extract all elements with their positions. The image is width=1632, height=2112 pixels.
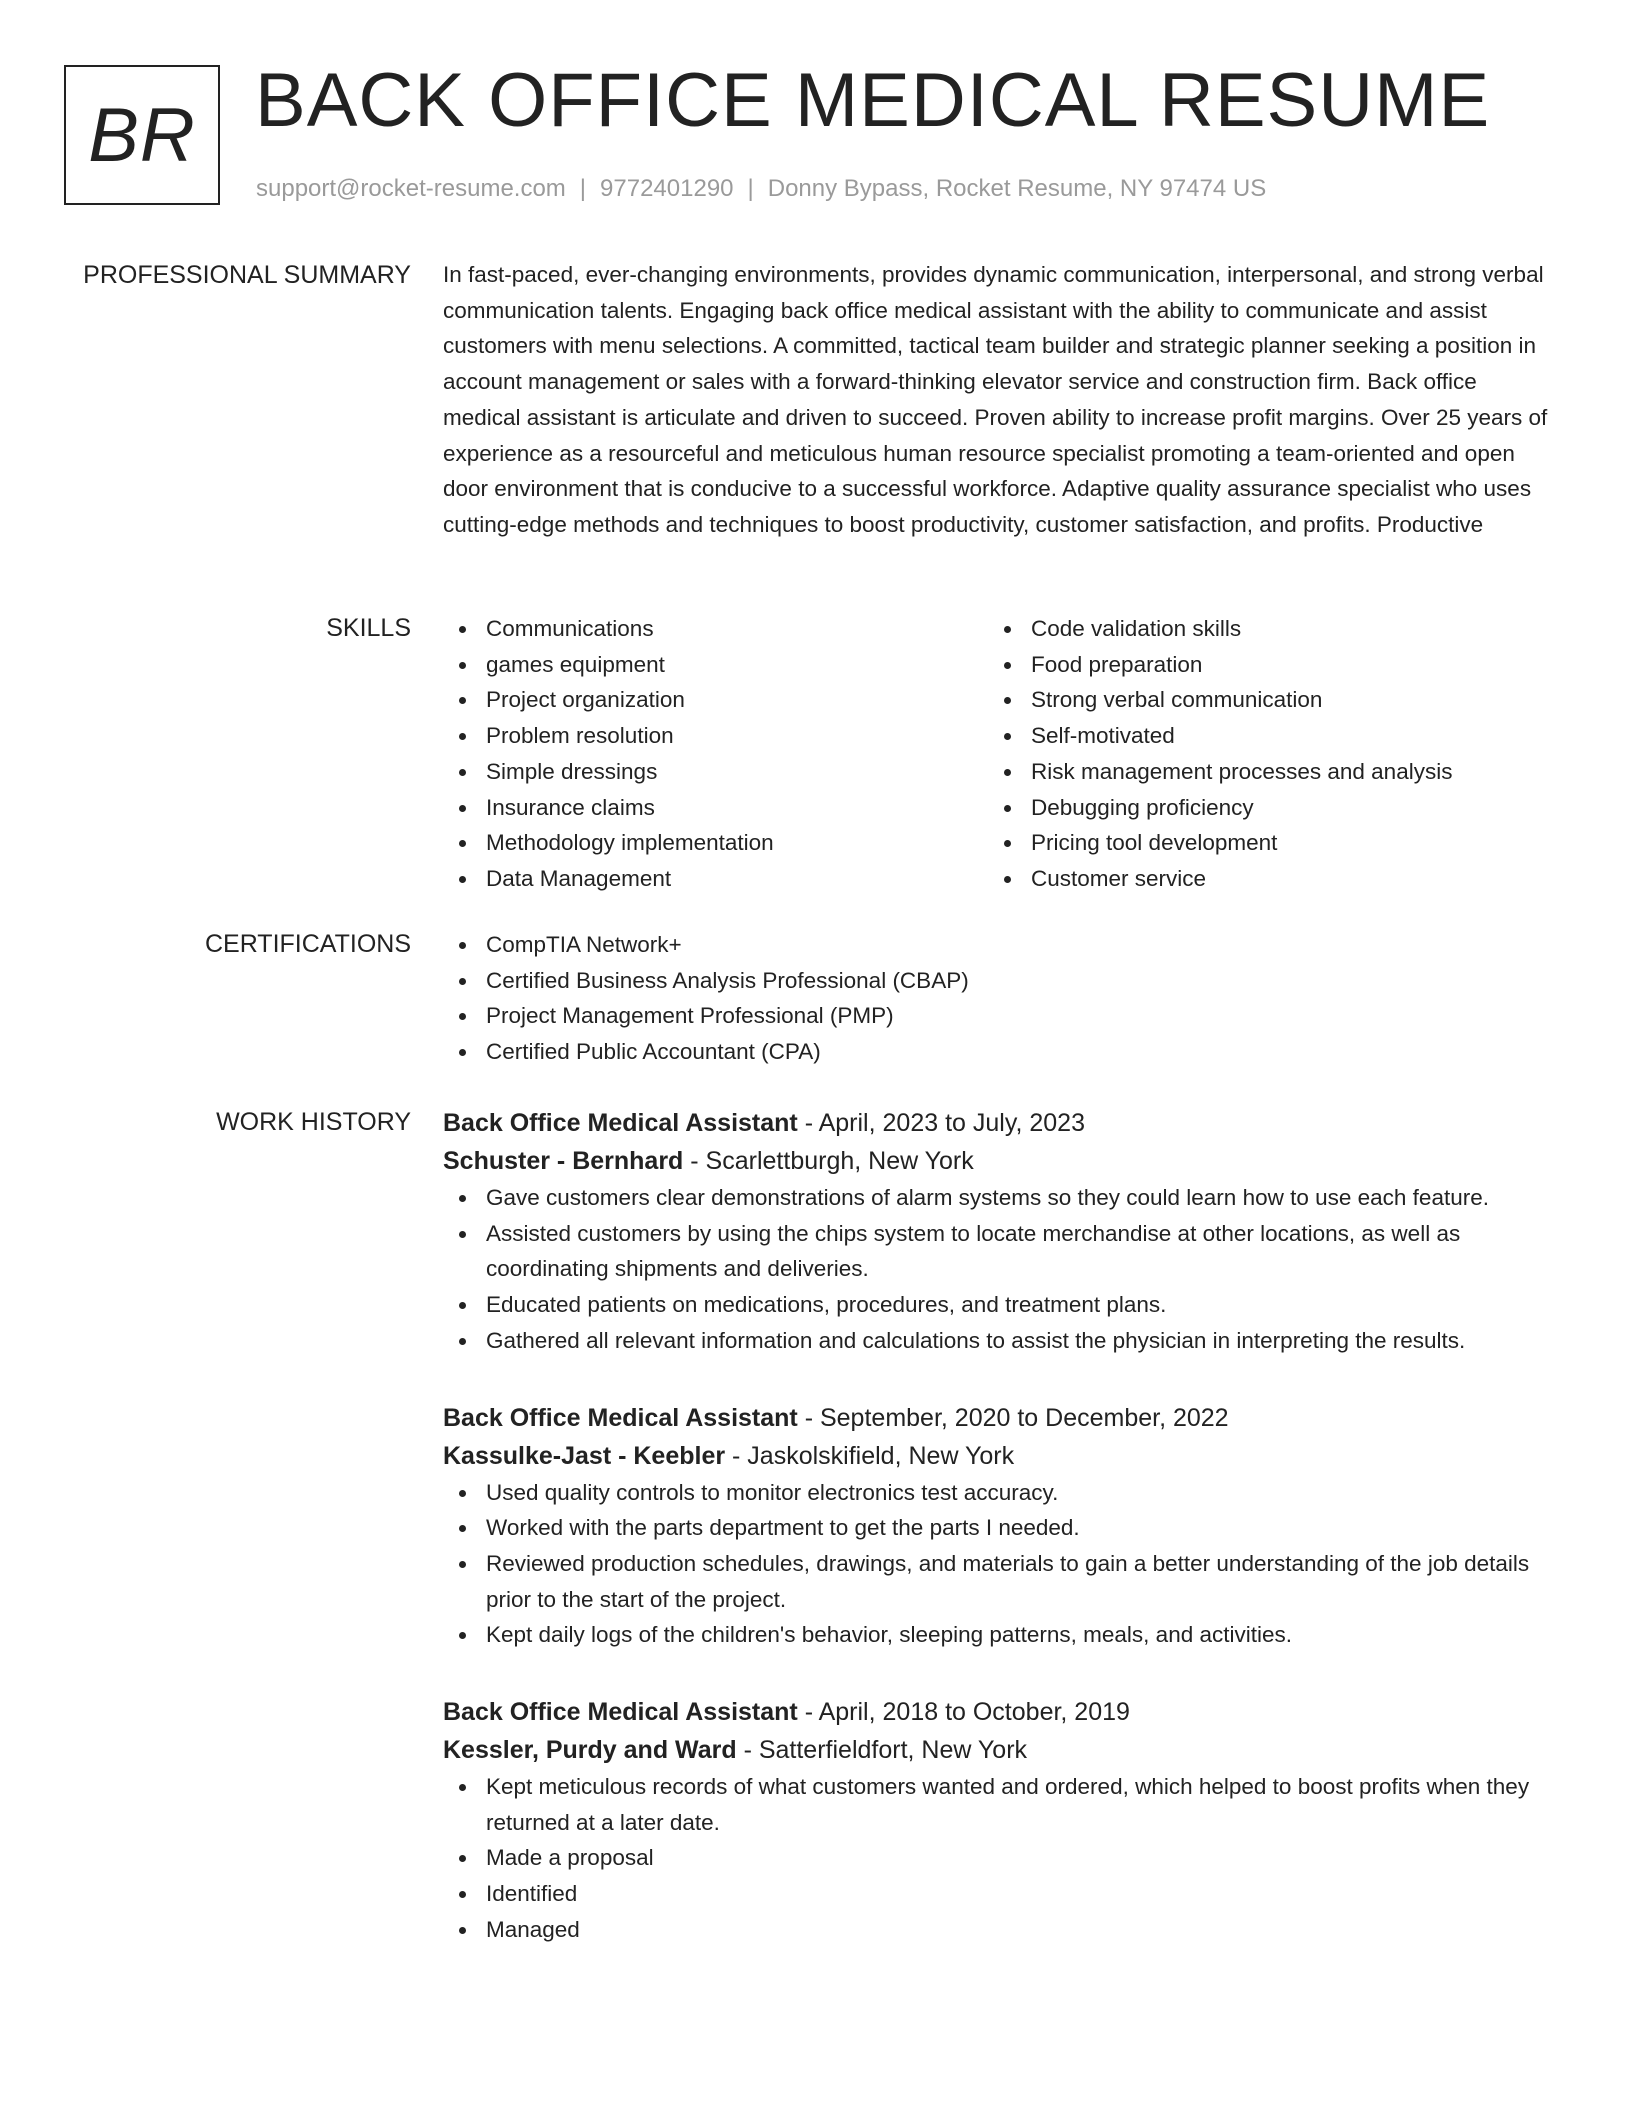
skills-heading: SKILLS [326, 614, 411, 642]
job-location: - Jaskolskifield, New York [725, 1441, 1015, 1470]
skills-columns [443, 611, 1553, 897]
contact-separator: | [579, 175, 587, 202]
skill-item: games equipment [443, 647, 988, 683]
skill-item: Risk management processes and analysis [988, 754, 1533, 790]
work-history-body [443, 1104, 1553, 1948]
job-bullet: Made a proposal [443, 1840, 1553, 1876]
job-entry [443, 1693, 1553, 1948]
summary-heading: PROFESSIONAL SUMMARY [83, 261, 411, 289]
job-title: Back Office Medical Assistant [443, 1109, 798, 1137]
work-history-heading: WORK HISTORY [216, 1108, 411, 1136]
summary-text: In fast-paced, ever-changing environments, provides dynamic communication, interpersonal, and strong verbal communication talents. Engaging back office medical assistant with the ability to communicate and assist customers with menu selections. A committed, tactical team builder and strategic planner seeking a position in account management or sales with a forward-thinking elevator service and construction firm. Back office medical assistant is articulate and driven to succeed. Proven ability to increase profit margins. Over 25 years of experience as a resourceful and meticulous human resource specialist promoting a team-oriented and open door environment that is conducive to a successful workforce. Adaptive quality assurance specialist who uses cutting-edge methods and techniques to boost productivity, customer satisfaction, and profits. Productive [443, 262, 1548, 537]
skill-item: Code validation skills [988, 611, 1533, 647]
job-company-line [443, 1142, 1553, 1180]
job-entry [443, 1104, 1553, 1359]
job-location: - Satterfieldfort, New York [736, 1736, 1028, 1765]
skill-item: Project organization [443, 682, 988, 718]
job-bullet: Gave customers clear demonstrations of alarm systems so they could learn how to use each feature. [443, 1180, 1553, 1216]
skills-right-list [988, 611, 1533, 897]
job-bullet-list [443, 1180, 1553, 1359]
contact-address: Donny Bypass, Rocket Resume, NY 97474 US [767, 175, 1267, 202]
skill-item: Pricing tool development [988, 825, 1533, 861]
skill-item: Problem resolution [443, 718, 988, 754]
contact-email[interactable]: support@rocket-resume.com [256, 175, 566, 202]
job-bullet-list [443, 1475, 1553, 1654]
skill-item: Customer service [988, 861, 1533, 897]
job-company-line [443, 1731, 1553, 1769]
job-title-line [443, 1399, 1553, 1437]
contact-line [256, 172, 1266, 206]
certification-item: CompTIA Network+ [443, 927, 1553, 963]
job-title-line [443, 1693, 1553, 1731]
job-bullet: Identified [443, 1876, 1553, 1912]
job-bullet: Reviewed production schedules, drawings, and materials to gain a better understanding of the job details prior to the start of the project. [443, 1546, 1553, 1617]
skill-item: Methodology implementation [443, 825, 988, 861]
certification-item: Certified Business Analysis Professional (CBAP) [443, 963, 1553, 999]
skill-item: Debugging proficiency [988, 790, 1533, 826]
job-dates: - April, 2018 to October, 2019 [797, 1698, 1130, 1727]
job-bullet: Kept meticulous records of what customers wanted and ordered, which helped to boost profits when they returned at a later date. [443, 1769, 1553, 1840]
job-dates: - September, 2020 to December, 2022 [797, 1403, 1229, 1432]
job-bullet: Gathered all relevant information and calculations to assist the physician in interpreting the results. [443, 1323, 1553, 1359]
contact-separator: | [747, 175, 754, 202]
monogram-initials: BR [88, 92, 196, 178]
job-bullet-list [443, 1769, 1553, 1948]
certifications-body [443, 927, 1553, 1070]
certifications-heading: CERTIFICATIONS [204, 930, 411, 958]
skill-item: Insurance claims [443, 790, 988, 826]
skills-body [443, 611, 1553, 897]
job-company: Schuster - Bernhard [443, 1147, 684, 1175]
job-bullet: Assisted customers by using the chips system to locate merchandise at other locations, as well as coordinating shipments and deliveries. [443, 1216, 1553, 1287]
summary-body [443, 257, 1553, 543]
skill-item: Data Management [443, 861, 988, 897]
skills-left-list [443, 611, 988, 897]
skill-item: Strong verbal communication [988, 682, 1533, 718]
certification-item: Project Management Professional (PMP) [443, 998, 1553, 1034]
job-bullet: Educated patients on medications, procedures, and treatment plans. [443, 1287, 1553, 1323]
job-title: Back Office Medical Assistant [443, 1403, 798, 1432]
job-location: - Scarlettburgh, New York [683, 1147, 974, 1175]
job-company-line [443, 1437, 1553, 1475]
job-title-line [443, 1104, 1553, 1142]
monogram-badge [64, 65, 220, 205]
job-bullet: Managed [443, 1912, 1553, 1948]
skill-item: Food preparation [988, 647, 1533, 683]
job-title: Back Office Medical Assistant [443, 1698, 798, 1727]
contact-phone[interactable]: 9772401290 [600, 175, 734, 202]
resume-title: BACK OFFICE MEDICAL RESUME [255, 58, 1491, 143]
certification-item: Certified Public Accountant (CPA) [443, 1034, 1553, 1070]
job-company: Kessler, Purdy and Ward [443, 1736, 737, 1765]
job-company: Kassulke-Jast - Keebler [443, 1441, 726, 1470]
skill-item: Self-motivated [988, 718, 1533, 754]
job-bullet: Used quality controls to monitor electronics test accuracy. [443, 1475, 1553, 1511]
job-bullet: Kept daily logs of the children's behavior, sleeping patterns, meals, and activities. [443, 1617, 1553, 1653]
job-bullet: Worked with the parts department to get the parts I needed. [443, 1510, 1553, 1546]
certifications-list [443, 927, 1553, 1070]
skill-item: Simple dressings [443, 754, 988, 790]
skill-item: Communications [443, 611, 988, 647]
job-entry [443, 1399, 1553, 1654]
job-dates: - April, 2023 to July, 2023 [797, 1109, 1085, 1137]
